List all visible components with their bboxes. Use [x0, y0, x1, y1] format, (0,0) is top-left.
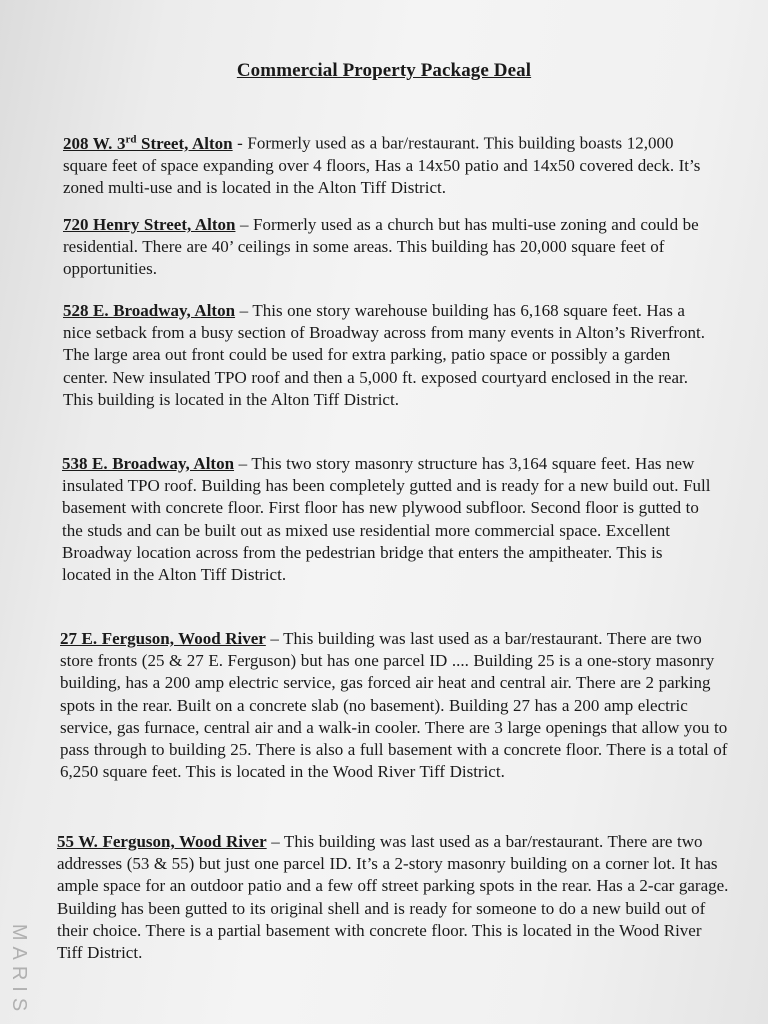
property-entry-538-e-broadway	[62, 453, 716, 586]
property-description: – Formerly used as a church but has multi-use zoning and could be residential. There are 40’ ceilings in some areas. This building has 20,000 square feet of opportunities.	[63, 215, 699, 279]
property-address: 27 E. Ferguson, Wood River	[60, 629, 266, 648]
watermark-text: MARIS	[8, 923, 31, 1017]
property-description: - Formerly used as a bar/restaurant. This building boasts 12,000 square feet of space expanding over 4 floors, Has a 14x50 patio and 14x50 covered deck. It’s zoned multi-use and is located in the Alton Tiff District.	[63, 133, 701, 198]
property-description: – This building was last used as a bar/restaurant. There are two addresses (53 & 55) but just one parcel ID. It’s a 2-story masonry building on a corner lot. It has ample space for an outdoor patio and a few off street parking spots in the rear. Has a 2-car garage. Building has been gutted to its original shell and is ready for someone to do a new build out of their choice. There is a partial basement with concrete floor. This is located in the Wood River Tiff District.	[57, 832, 729, 963]
property-entry-27-e-ferguson	[60, 628, 730, 783]
document-title: Commercial Property Package Deal	[236, 60, 532, 81]
property-entry-55-w-ferguson	[57, 831, 729, 964]
ordinal-suffix: rd	[125, 133, 137, 145]
property-entry-528-e-broadway	[63, 300, 711, 411]
property-entry-208-w-3rd	[63, 128, 703, 199]
address-number: 208 W. 3	[63, 133, 126, 153]
property-address: 720 Henry Street, Alton	[63, 215, 236, 234]
property-address: 55 W. Ferguson, Wood River	[57, 832, 267, 851]
property-description: – This one story warehouse building has 6,168 square feet. Has a nice setback from a busy section of Broadway across from many events in Alton’s Riverfront. The large area out front could be used for extra parking, patio space or possibly a garden center. New insulated TPO roof and then a 5,000 ft. exposed courtyard enclosed in the rear. This building is located in the Alton Tiff District.	[63, 301, 706, 409]
maris-watermark	[2, 925, 36, 1015]
property-description: – This building was last used as a bar/restaurant. There are two store fronts (25 & 27 E. Ferguson) but has one parcel ID .... Building 25 is a one-story masonry building, has a 200 amp electric service, gas forced air heat and central air. There are 2 parking spots in the rear. Built on a concrete slab (no basement). Building 27 has a 200 amp electric service, gas furnace, central air and a walk-in cooler. There are 3 large openings that allow you to pass through to building 25. There is also a full basement with a concrete floor. There is a total of 6,250 square feet. This is located in the Wood River Tiff District.	[60, 629, 728, 782]
property-description: – This two story masonry structure has 3,164 square feet. Has new insulated TPO roof. Building has been completely gutted and is ready for a new build out. Full basement with concrete floor. First floor has new plywood subfloor. Second floor is gutted to the studs and can be built out as mixed use residential more commercial space. Excellent Broadway location across from the pedestrian bridge that enters the ampitheater. This is located in the Alton Tiff District.	[62, 454, 711, 585]
address-street: Street, Alton	[136, 133, 233, 153]
property-entry-720-henry	[63, 214, 703, 281]
property-address: 538 E. Broadway, Alton	[62, 454, 235, 473]
property-address	[63, 134, 233, 153]
property-address: 528 E. Broadway, Alton	[63, 301, 236, 320]
